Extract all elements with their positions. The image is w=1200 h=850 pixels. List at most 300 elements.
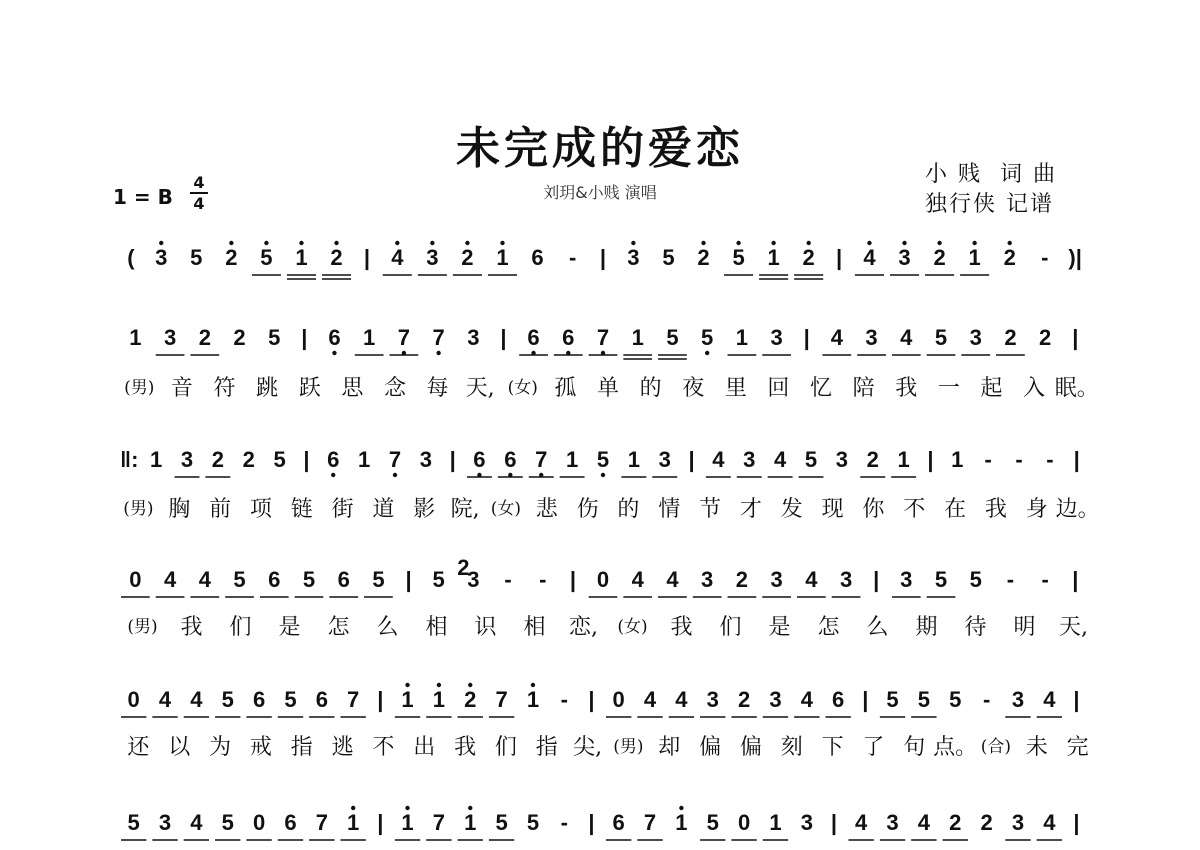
note: 2: [866, 447, 879, 472]
note: 7: [347, 687, 360, 712]
note: 4: [190, 687, 203, 712]
note: 1: [951, 447, 964, 472]
note: 3: [800, 810, 813, 835]
lyric-char: 影: [413, 497, 436, 522]
note: 7: [397, 325, 411, 350]
lyric-char: 是: [768, 615, 791, 640]
barline: |: [449, 447, 456, 472]
note: 6: [612, 810, 625, 835]
note: 0: [596, 567, 610, 592]
note: 5: [273, 447, 286, 472]
lyric-char: 我: [180, 615, 203, 640]
note: 1: [627, 447, 641, 472]
note: 1: [363, 325, 376, 350]
note: 2: [1004, 325, 1017, 350]
lyric-char: 身: [1025, 497, 1048, 522]
lyric-char: 了: [862, 735, 885, 760]
note: 6: [562, 325, 575, 350]
note: 6: [531, 245, 544, 270]
octave-high-dot: [500, 241, 504, 245]
octave-high-dot: [679, 806, 683, 810]
barline: |: [1073, 810, 1080, 835]
barline: |: [1073, 687, 1080, 712]
lyric-char: 指: [535, 735, 558, 760]
lyric-char: 道: [372, 497, 395, 522]
octave-high-dot: [264, 241, 268, 245]
lyric-char: 指: [290, 735, 313, 760]
note: 1: [631, 325, 644, 350]
note: 3: [900, 567, 913, 592]
lyric-char: 现: [821, 497, 844, 522]
note: 2: [737, 687, 751, 712]
lyric-char: 完: [1066, 735, 1089, 760]
octave-low-dot: [436, 351, 440, 355]
note: 5: [372, 567, 385, 592]
octave-high-dot: [351, 806, 355, 810]
lyric-char: 项: [249, 497, 272, 522]
note: 7: [643, 810, 657, 835]
barline: |: [599, 245, 607, 270]
lyric-char: 恋,: [569, 615, 598, 640]
lyric-char: 是: [278, 615, 301, 640]
barline: |: [1073, 447, 1080, 472]
lyric-char: 句: [903, 735, 926, 760]
credit-line: 小 贱 词 曲: [925, 162, 1057, 187]
note: 4: [643, 687, 657, 712]
note: 1: [464, 810, 477, 835]
lyric-char: 却: [658, 735, 681, 760]
lyric-char: 符: [213, 376, 236, 401]
lyric-char: 期: [915, 615, 938, 640]
octave-high-dot: [334, 241, 338, 245]
lyric-char: 念: [383, 376, 406, 401]
lyric-char: 入: [1023, 376, 1046, 401]
time-numerator: 4: [193, 173, 205, 192]
note: 5: [917, 687, 931, 712]
note: 5: [934, 325, 948, 350]
lyric-char: 不: [903, 497, 926, 522]
barline: |: [405, 567, 412, 592]
lyric-char: 刻: [780, 735, 803, 760]
lyric-char: 你: [862, 497, 885, 522]
note: 7: [315, 810, 328, 835]
lyric-char: 们: [229, 615, 252, 640]
note: 7: [432, 810, 446, 835]
octave-high-dot: [701, 241, 705, 245]
lyric-char: 相: [425, 615, 448, 640]
singer-part-marker: (女): [617, 617, 648, 637]
key-signature: 1 = B: [113, 185, 173, 209]
note: 3: [839, 567, 853, 592]
note: 5: [127, 810, 140, 835]
extension-dash: -: [982, 687, 991, 712]
note: 1: [129, 325, 142, 350]
note: 2: [225, 245, 238, 270]
note: 5: [268, 325, 281, 350]
barline: |: [303, 447, 310, 472]
octave-high-dot: [395, 241, 399, 245]
lyric-char: 跳: [256, 376, 279, 401]
lyric-char: 情: [658, 497, 681, 522]
note: 4: [863, 245, 876, 270]
note: 5: [260, 245, 273, 270]
note: 2: [697, 245, 710, 270]
barline: ‖:: [120, 447, 139, 472]
lyric-char: 起: [980, 376, 1003, 401]
note: 1: [769, 810, 782, 835]
note: 2: [1003, 245, 1016, 270]
octave-high-dot: [468, 683, 472, 687]
barline: |: [1072, 567, 1079, 592]
note: 6: [337, 567, 350, 592]
note: 4: [631, 567, 644, 592]
lyric-char: 天,: [1059, 615, 1088, 640]
extension-dash: -: [539, 567, 547, 592]
barline: |: [588, 810, 595, 835]
note: 3: [627, 245, 640, 270]
note: 2: [802, 245, 815, 270]
note: 6: [473, 447, 486, 472]
note: 5: [495, 810, 508, 835]
note: 3: [769, 687, 782, 712]
note: 4: [800, 687, 813, 712]
octave-low-dot: [601, 473, 605, 477]
octave-high-dot: [229, 241, 233, 245]
barline: )|: [1068, 245, 1082, 270]
note: 3: [701, 567, 714, 592]
lyric-char: 眠。: [1054, 376, 1099, 401]
lyric-char: 的: [639, 376, 662, 401]
time-denominator: 4: [193, 194, 205, 213]
barline: |: [927, 447, 934, 472]
octave-high-dot: [736, 241, 740, 245]
note: 2: [330, 245, 343, 270]
song-title: 未完成的爱恋: [456, 123, 744, 174]
note: 7: [388, 447, 402, 472]
note: 5: [432, 567, 445, 592]
note: 5: [526, 810, 540, 835]
octave-high-dot: [531, 683, 535, 687]
lyric-char: 陪: [852, 376, 875, 401]
note: 6: [328, 325, 341, 350]
octave-high-dot: [937, 241, 941, 245]
extension-dash: -: [1041, 567, 1049, 592]
lyric-char: 里: [724, 376, 747, 401]
note: 3: [467, 567, 480, 592]
barline: (: [127, 245, 135, 270]
octave-high-dot: [902, 241, 906, 245]
note: 5: [284, 687, 297, 712]
note: 2: [211, 447, 225, 472]
note: 4: [773, 447, 787, 472]
note: 5: [886, 687, 899, 712]
lyric-char: 怎: [817, 615, 840, 640]
octave-high-dot: [972, 241, 976, 245]
note: 1: [357, 447, 371, 472]
note: 2: [198, 325, 211, 350]
note: 3: [155, 245, 168, 270]
note: 2: [242, 447, 255, 472]
note: 1: [767, 245, 780, 270]
octave-high-dot: [405, 683, 409, 687]
singer-credit: 刘玥&小贱 演唱: [543, 183, 657, 202]
note: 3: [835, 447, 849, 472]
lyric-char: 悲: [535, 497, 558, 522]
note: 3: [743, 447, 756, 472]
note: 1: [432, 687, 446, 712]
note: 4: [190, 810, 203, 835]
singer-part-marker: (男): [124, 378, 155, 398]
note: 0: [252, 810, 266, 835]
extension-dash: -: [568, 245, 577, 270]
note: 1: [496, 245, 509, 270]
barline: |: [830, 810, 838, 835]
note: 3: [1011, 810, 1025, 835]
extension-dash: -: [504, 567, 512, 592]
note: 5: [221, 687, 234, 712]
note: 3: [1011, 687, 1025, 712]
note: 5: [706, 810, 719, 835]
lyric-char: 我: [895, 376, 918, 401]
barline: |: [363, 245, 371, 270]
lyric-char: 识: [474, 615, 497, 640]
lyric-char: 不: [372, 735, 395, 760]
note: 1: [675, 810, 688, 835]
note: 3: [770, 325, 783, 350]
note: 5: [596, 447, 610, 472]
note: 4: [900, 325, 913, 350]
lyric-char: 们: [494, 735, 517, 760]
lyric-char: 天,: [465, 376, 495, 401]
barline: |: [588, 687, 595, 712]
extension-dash: -: [1006, 567, 1015, 592]
lyric-char: 在: [944, 497, 967, 522]
lyric-char: 么: [376, 615, 399, 640]
note: 5: [732, 245, 745, 270]
lyric-char: 们: [719, 615, 742, 640]
lyric-char: 相: [523, 615, 546, 640]
note: 7: [596, 325, 610, 350]
note: 7: [432, 325, 445, 350]
octave-low-dot: [331, 473, 335, 477]
octave-high-dot: [159, 241, 163, 245]
lyric-char: 胸: [168, 497, 191, 522]
note: 1: [347, 810, 360, 835]
note: 5: [221, 810, 234, 835]
note: 6: [504, 447, 517, 472]
note: 6: [284, 810, 297, 835]
lyric-char: 夜: [682, 376, 705, 401]
note: 4: [391, 245, 404, 270]
note: 6: [268, 567, 281, 592]
barline: |: [873, 567, 880, 592]
lyric-char: 怎: [327, 615, 350, 640]
barline: |: [377, 810, 384, 835]
note: 2: [464, 687, 477, 712]
note: 4: [855, 810, 868, 835]
note: 3: [898, 245, 911, 270]
octave-low-dot: [332, 351, 336, 355]
note: 5: [233, 567, 246, 592]
note: 2: [1039, 325, 1052, 350]
note: 3: [163, 325, 177, 350]
extension-dash: -: [1015, 447, 1023, 472]
lyric-char: 明: [1013, 615, 1036, 640]
lyric-char: 我: [984, 497, 1007, 522]
lyric-char: 尖,: [573, 735, 603, 760]
octave-high-dot: [771, 241, 775, 245]
barline: |: [688, 447, 695, 472]
lyric-char: 出: [413, 735, 436, 760]
octave-high-dot: [430, 241, 434, 245]
barline: |: [835, 245, 843, 270]
note: 0: [127, 687, 140, 712]
note: 3: [158, 810, 172, 835]
note: 4: [917, 810, 931, 835]
note: 1: [968, 245, 981, 270]
barline: |: [569, 567, 576, 592]
note: 4: [163, 567, 177, 592]
note: 4: [830, 325, 843, 350]
note: 7: [535, 447, 548, 472]
note: 5: [934, 567, 948, 592]
extension-dash: -: [1041, 245, 1049, 270]
note: 5: [190, 245, 203, 270]
lyric-char: 节: [699, 497, 722, 522]
lyric-char: 链: [290, 497, 313, 522]
note: 1: [735, 325, 749, 350]
singer-part-marker: (女): [507, 378, 538, 398]
note: 3: [969, 325, 982, 350]
note: 0: [129, 567, 142, 592]
note: 6: [832, 687, 845, 712]
lyric-char: 院,: [450, 497, 480, 522]
note: 6: [527, 325, 540, 350]
note: 4: [805, 567, 818, 592]
lyric-char: 为: [209, 735, 232, 760]
note: 5: [969, 567, 982, 592]
lyric-char: 以: [168, 735, 191, 760]
lyric-char: 回: [767, 376, 790, 401]
lyric-char: 音: [170, 376, 193, 401]
lyric-char: 才: [739, 497, 762, 522]
lyric-char: 的: [617, 497, 640, 522]
note: 1: [295, 245, 308, 270]
note: 5: [949, 687, 962, 712]
note: 5: [804, 447, 818, 472]
note: 1: [565, 447, 579, 472]
extension-dash: -: [560, 687, 568, 712]
octave-high-dot: [806, 241, 810, 245]
octave-high-dot: [468, 806, 472, 810]
note: 4: [666, 567, 679, 592]
lyric-char: 逃: [331, 735, 354, 760]
note: 5: [701, 325, 714, 350]
note: 5: [666, 325, 679, 350]
lyric-char: 还: [127, 735, 150, 760]
lyric-char: 点。: [933, 735, 978, 760]
barline: |: [1072, 325, 1079, 350]
lyric-char: 待: [964, 615, 987, 640]
note: 2: [949, 810, 962, 835]
note: 4: [158, 687, 172, 712]
lyric-char: 孤: [554, 376, 577, 401]
octave-high-dot: [465, 241, 469, 245]
credit-line: 独行侠 记谱: [925, 192, 1054, 217]
note: 2: [461, 245, 474, 270]
barline: |: [301, 325, 308, 350]
note: 4: [712, 447, 725, 472]
barline: |: [862, 687, 869, 712]
singer-part-marker: (男): [127, 617, 158, 637]
note: 3: [180, 447, 194, 472]
lyric-char: 跃: [298, 376, 321, 401]
note: 4: [1043, 810, 1056, 835]
octave-high-dot: [299, 241, 303, 245]
lyric-char: 戒: [249, 735, 272, 760]
extension-dash: -: [984, 447, 992, 472]
extension-dash: -: [1046, 447, 1054, 472]
octave-low-dot: [393, 473, 397, 477]
octave-high-dot: [437, 683, 441, 687]
singer-part-marker: (女): [490, 499, 522, 519]
barline: |: [377, 687, 384, 712]
octave-high-dot: [631, 241, 635, 245]
grace-note: 2: [457, 555, 470, 580]
note: 3: [467, 325, 480, 350]
lyric-char: 么: [866, 615, 889, 640]
lyric-char: 思: [341, 376, 364, 401]
lyric-char: 边。: [1055, 497, 1100, 522]
octave-high-dot: [405, 806, 409, 810]
lyric-char: 偏: [699, 735, 722, 760]
note: 0: [737, 810, 751, 835]
note: 6: [327, 447, 340, 472]
lyric-char: 每: [426, 376, 449, 401]
note: 1: [897, 447, 910, 472]
barline: |: [500, 325, 507, 350]
note: 2: [933, 245, 946, 270]
lyric-char: 伤: [576, 497, 599, 522]
note: 3: [419, 447, 433, 472]
lyric-char: 前: [209, 497, 232, 522]
note: 4: [1043, 687, 1056, 712]
lyric-char: 未: [1025, 735, 1048, 760]
octave-low-dot: [705, 351, 709, 355]
lyric-char: 下: [821, 735, 844, 760]
note: 6: [252, 687, 266, 712]
lyric-char: 偏: [739, 735, 762, 760]
note: 4: [675, 687, 688, 712]
note: 3: [770, 567, 783, 592]
note: 3: [886, 810, 899, 835]
note: 6: [315, 687, 328, 712]
note: 2: [980, 810, 993, 835]
note: 3: [706, 687, 719, 712]
note: 1: [149, 447, 163, 472]
note: 3: [865, 325, 878, 350]
note: 1: [401, 810, 414, 835]
note: 5: [302, 567, 316, 592]
singer-part-marker: (男): [123, 499, 154, 519]
octave-high-dot: [1007, 241, 1011, 245]
note: 4: [198, 567, 211, 592]
note: 1: [401, 687, 414, 712]
note: 7: [495, 687, 508, 712]
octave-high-dot: [867, 241, 871, 245]
note: 3: [426, 245, 439, 270]
note: 2: [233, 325, 246, 350]
